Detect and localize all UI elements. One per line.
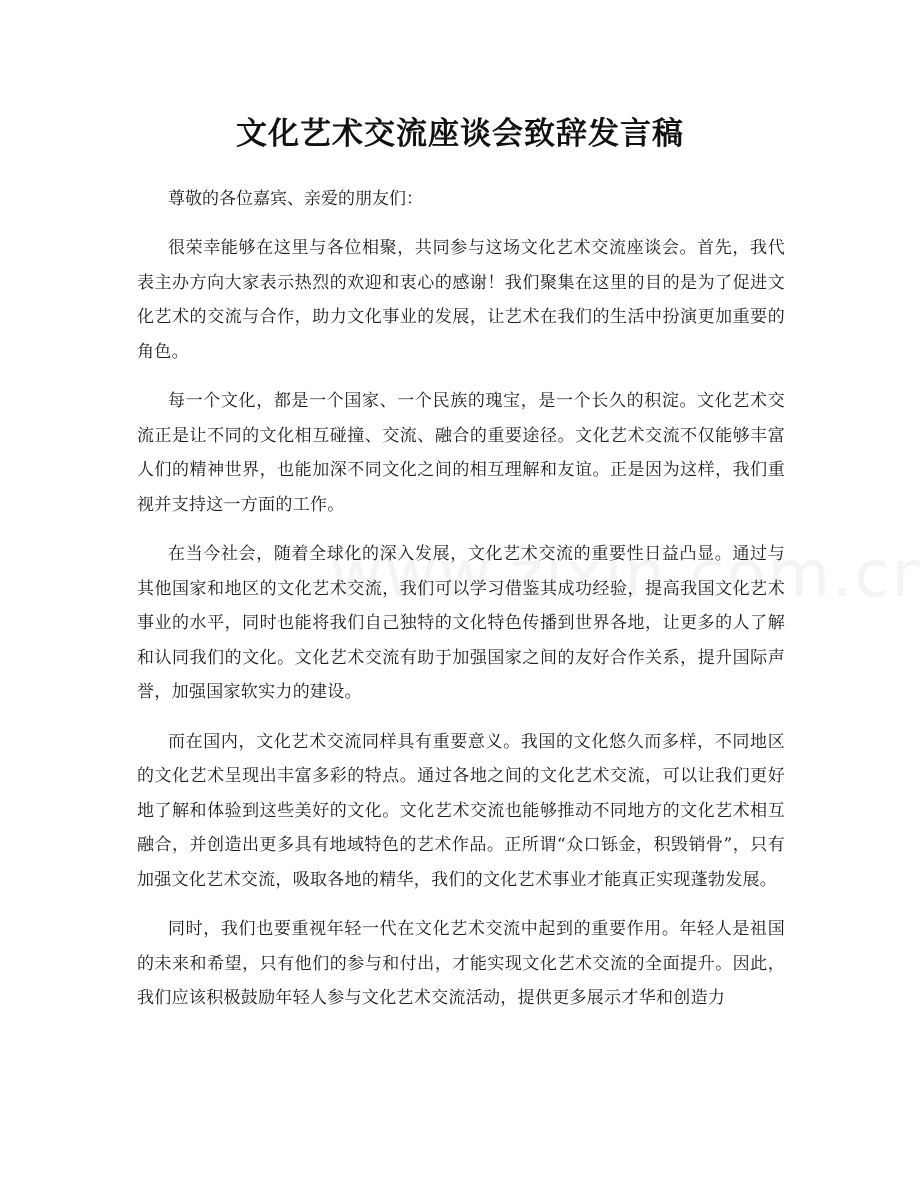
paragraph-5: 同时，我们也要重视年轻一代在文化艺术交流中起到的重要作用。年轻人是祖国的未来和希望，只有他们的参与和付出，才能实现文化艺术交流的全面提升。因此，我们应该积极鼓励年轻人参与文化艺术交流活动，提供更多展示才华和创造力 (137, 919, 785, 1008)
salutation: 尊敬的各位嘉宾、亲爱的朋友们： (168, 189, 423, 209)
document-body (137, 182, 785, 1016)
paragraph-2: 每一个文化，都是一个国家、一个民族的瑰宝，是一个长久的积淀。文化艺术交流正是让不同的文化相互碰撞、交流、融合的重要途径。文化艺术交流不仅能够丰富人们的精神世界，也能加深不同文化之间的相互理解和友谊。正是因为这样，我们重视并支持这一方面的工作。 (137, 391, 785, 515)
paragraph-1: 很荣幸能够在这里与各位相聚，共同参与这场文化艺术交流座谈会。首先，我代表主办方向大家表示热烈的欢迎和衷心的感谢！我们聚集在这里的目的是为了促进文化艺术的交流与合作，助力文化事业的发展，让艺术在我们的生活中扮演更加重要的角色。 (137, 238, 785, 362)
paragraph-3: 在当今社会，随着全球化的深入发展，文化艺术交流的重要性日益凸显。通过与其他国家和地区的文化艺术交流，我们可以学习借鉴其成功经验，提高我国文化艺术事业的水平，同时也能将我们自己独特的文化特色传播到世界各地，让更多的人了解和认同我们的文化。文化艺术交流有助于加强国家之间的友好合作关系，提升国际声誉，加强国家软实力的建设。 (137, 544, 785, 702)
document-title: 文化艺术交流座谈会致辞发言稿 (236, 116, 684, 152)
paragraph-4: 而在国内，文化艺术交流同样具有重要意义。我国的文化悠久而多样，不同地区的文化艺术呈现出丰富多彩的特点。通过各地之间的文化艺术交流，可以让我们更好地了解和体验到这些美好的文化。文化艺术交流也能够推动不同地方的文化艺术相互融合，并创造出更多具有地域特色的艺术作品。正所谓“众口铄金，积毁销骨”，只有加强文化艺术交流，吸取各地的精华，我们的文化艺术事业才能真正实现蓬勃发展。 (137, 731, 785, 890)
